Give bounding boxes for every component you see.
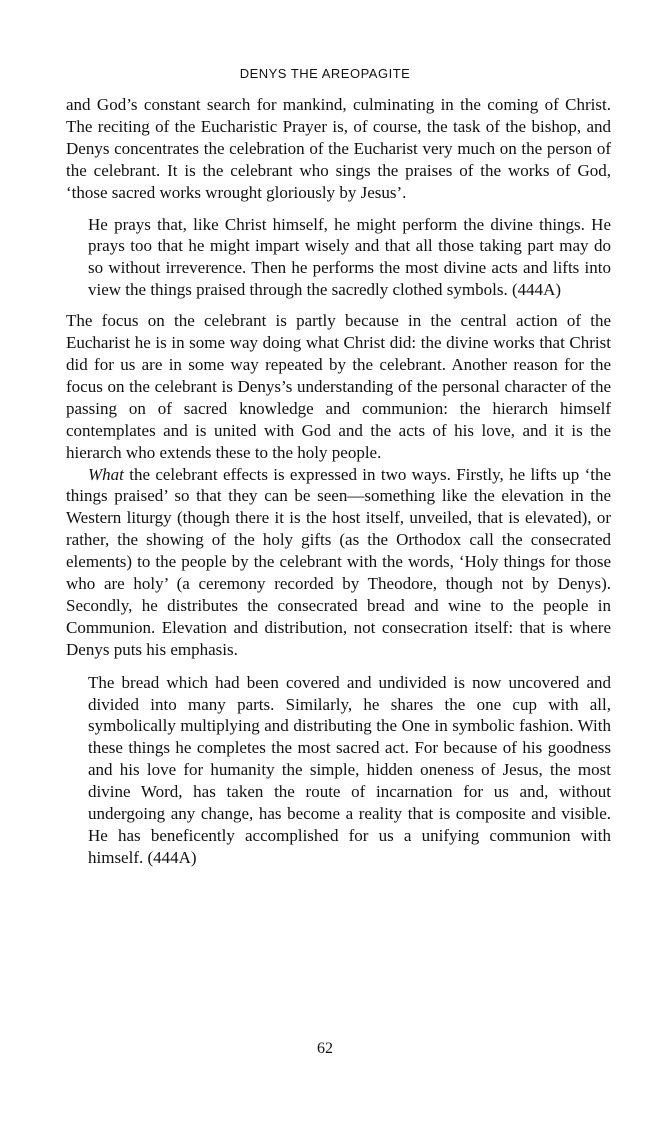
emphasis-what: What xyxy=(88,464,124,484)
paragraph-3 xyxy=(66,464,611,661)
block-quote-1: He prays that, like Christ himself, he might perform the divine things. He prays too that he might impart wisely and that all those taking part may do so without irreverence. Then he performs the most divine acts and lifts into view the things praised through the sacredly clothed symbols. (444A) xyxy=(88,214,611,300)
paragraph-1: and God’s constant search for mankind, culminating in the coming of Christ. The reciting of the Eucharistic Prayer is, of course, the task of the bishop, and Denys concentrates the celebration of the Eucharist very much on the person of the celebrant. It is the celebrant who sings the praises of the works of God, ‘those sacred works wrought gloriously by Jesus’. xyxy=(66,95,611,202)
paragraph-2: The focus on the celebrant is partly because in the central action of the Eucharist he is in some way doing what Christ did: the divine works that Christ did for us are in some way repeated by the celebrant. Another reason for the focus on the celebrant is Denys’s understanding of the personal character of the passing on of sacred knowledge and communion: the hierarch himself contemplates and is united with God and the acts of his love, and it is the hierarch who extends these to the holy people. xyxy=(66,311,611,462)
paragraph-3-text: the celebrant effects is expressed in two ways. Firstly, he lifts up ‘the things praised’ so that they can be seen—something like the elevation in the Western liturgy (though there it is the host itself, unveiled, that is elevated), or rather, the showing of the holy gifts (as the Orthodox call the consecrated elements) to the people by the celebrant with the words, ‘Holy things for those who are holy’ (a ceremony recorded by Theodore, though not by Denys). Secondly, he distributes the consecrated bread and wine to the people in Communion. Elevation and distribution, not consecration itself: that is where Denys puts his emphasis. xyxy=(66,464,611,659)
page-number: 62 xyxy=(317,1040,333,1057)
body-text xyxy=(66,94,611,869)
running-head: DENYS THE AREOPAGITE xyxy=(239,66,411,81)
block-quote-2: The bread which had been covered and undivided is now uncovered and divided into many parts. Similarly, he shares the one cup with all, symbolically multiplying and distributing the One in symbolic fashion. With these things he completes the most sacred act. For because of his goodness and his love for humanity the simple, hidden oneness of Jesus, the most divine Word, has taken the route of incarnation for us and, without undergoing any change, has become a reality that is composite and visible. He has beneficently accomplished for us a unifying communion with himself. (444A) xyxy=(88,672,611,867)
